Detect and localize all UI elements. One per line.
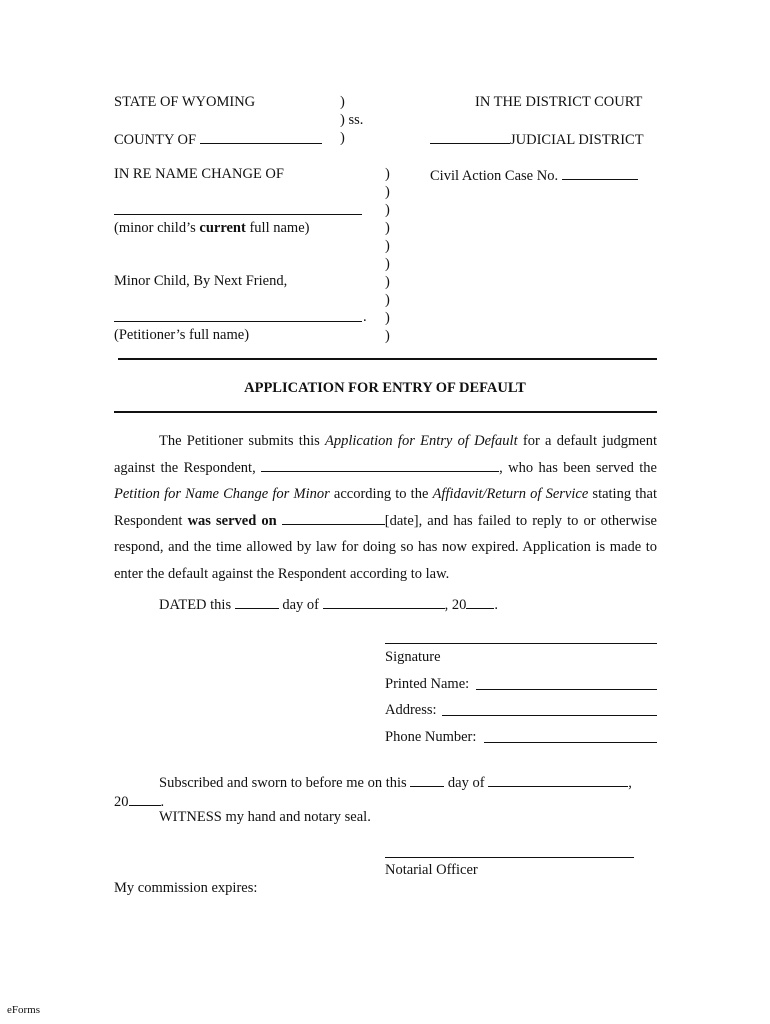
petitioner-name-label: (Petitioner’s full name) — [114, 327, 250, 343]
eforms-brand: eForms — [7, 1004, 40, 1016]
county-field[interactable] — [200, 131, 322, 144]
witness-text: WITNESS my hand and notary seal. — [159, 809, 371, 825]
caption-paren: ) — [385, 220, 390, 236]
caption-paren: ) — [385, 328, 390, 344]
caption-paren: ) — [385, 166, 390, 182]
title-rule-bottom — [114, 411, 657, 413]
caption-paren: ) — [385, 256, 390, 272]
sworn-month-field[interactable] — [488, 774, 628, 787]
printed-name-label: Printed Name: — [385, 676, 470, 692]
caption-paren: ) — [340, 94, 345, 110]
notarial-officer-label: Notarial Officer — [385, 862, 478, 878]
dated-line: DATED this day of , 20 . — [159, 597, 498, 613]
sworn-line: Subscribed and sworn to before me on this day of , — [159, 775, 632, 791]
printed-name-field[interactable] — [476, 689, 657, 690]
judicial-district-field[interactable] — [430, 131, 510, 144]
caption-paren: ) — [340, 130, 345, 146]
dated-month-field[interactable] — [323, 596, 445, 609]
minor-name-label: (minor child’s current full name) — [114, 220, 310, 236]
address-field[interactable] — [442, 715, 657, 716]
respondent-name-field[interactable] — [261, 459, 499, 472]
judicial-district-label: JUDICIAL DISTRICT — [510, 132, 644, 148]
caption-paren: ) — [385, 202, 390, 218]
in-re-label: IN RE NAME CHANGE OF — [114, 166, 284, 182]
signature-label: Signature — [385, 649, 441, 665]
minor-child-label: Minor Child, By Next Friend, — [114, 273, 288, 289]
signature-field[interactable] — [385, 643, 657, 644]
caption-paren: ) — [385, 238, 390, 254]
caption-paren: ) — [385, 184, 390, 200]
dated-day-field[interactable] — [235, 596, 279, 609]
period: . — [363, 309, 367, 325]
page-title: APPLICATION FOR ENTRY OF DEFAULT — [244, 380, 526, 396]
minor-name-field[interactable] — [114, 214, 362, 215]
state-label: STATE OF WYOMING — [114, 94, 256, 110]
served-date-field[interactable] — [282, 512, 385, 525]
sworn-year-field[interactable] — [129, 793, 161, 806]
title-rule-top — [118, 358, 657, 360]
county-label: COUNTY OF — [114, 132, 197, 148]
caption-paren: ) — [385, 310, 390, 326]
county-line — [114, 131, 322, 148]
commission-label: My commission expires: — [114, 880, 258, 896]
caption-paren: ) — [385, 274, 390, 290]
address-label: Address: — [385, 702, 437, 718]
sworn-day-field[interactable] — [410, 774, 444, 787]
notary-signature-field[interactable] — [385, 857, 634, 858]
phone-field[interactable] — [484, 742, 657, 743]
sworn-year-line: 20 . — [114, 794, 165, 810]
judicial-district-line — [430, 131, 644, 148]
dated-year-field[interactable] — [466, 596, 494, 609]
case-no-label: Civil Action Case No. — [430, 168, 559, 184]
application-paragraph: The Petitioner submits this Application for Entry of Default for a default judgment against the Respondent, , who has been served the Petition for Name Change for Minor according to the Affidavit/Return of Service stating that Respondent was served on [date], and has failed to reply to or otherwise respond, and the time allowed by law for doing so has now expired. Application is made to enter the default against the Respondent according to law. — [114, 433, 657, 582]
petitioner-name-field[interactable] — [114, 321, 362, 322]
court-label: IN THE DISTRICT COURT — [475, 94, 643, 110]
case-no-line — [430, 167, 638, 184]
ss-label: ) ss. — [340, 112, 364, 128]
case-no-field[interactable] — [562, 167, 638, 180]
phone-label: Phone Number: — [385, 729, 477, 745]
caption-paren: ) — [385, 292, 390, 308]
